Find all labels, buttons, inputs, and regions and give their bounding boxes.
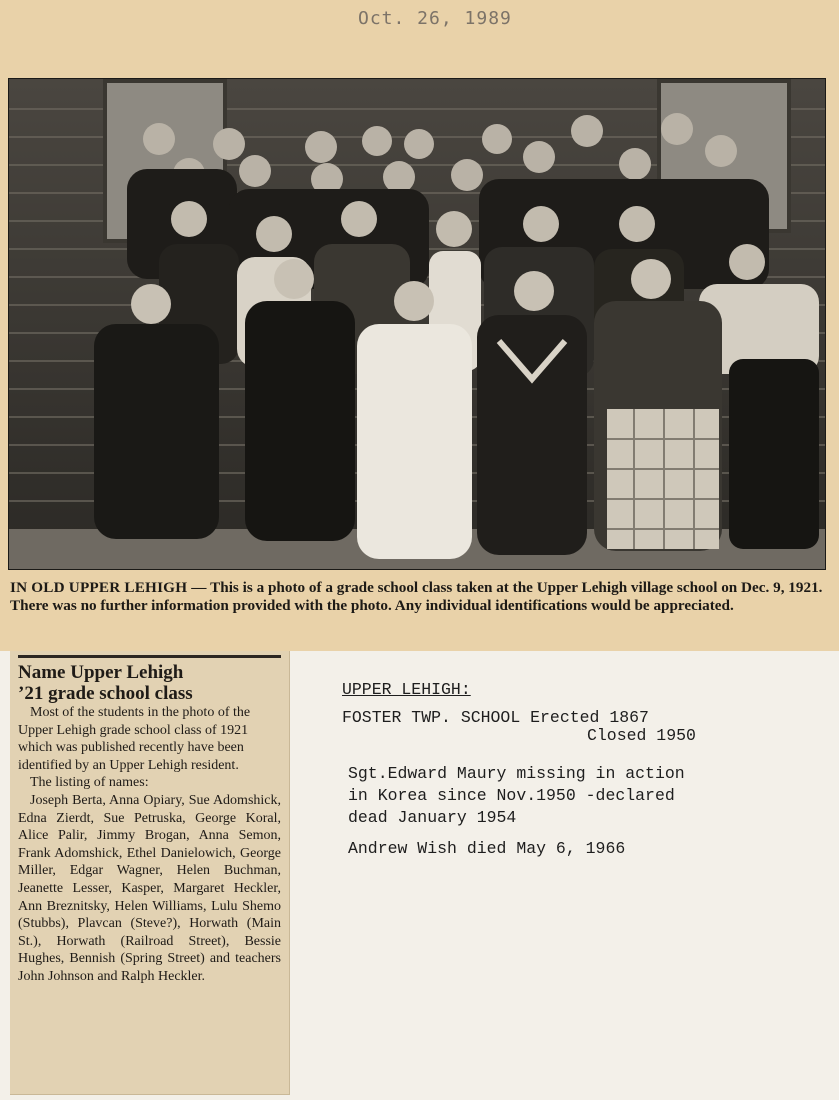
column-headline-2: ’21 grade school class [18, 683, 193, 704]
notes-school-line: FOSTER TWP. SCHOOL Erected 1867 [342, 708, 649, 727]
news-column [10, 651, 290, 1095]
column-paragraph-1: Most of the students in the photo of the Upper Lehigh grade school class of 1921 which was published recently have been identified by an Upper Lehigh resident. [18, 705, 251, 773]
caption-lead: IN OLD UPPER LEHIGH — [10, 579, 207, 596]
notes-wish-line: Andrew Wish died May 6, 1966 [348, 839, 626, 858]
date-stamp: Oct. 26, 1989 [358, 8, 512, 29]
caption-text: This is a photo of a grade school class taken at the Upper Lehigh village school on Dec. 9, 1921. There was no further information provided with the photo. Any individual identifications would be appreciated. [10, 579, 823, 614]
class-photo-icon [9, 79, 825, 569]
notes-heading: UPPER LEHIGH: [342, 680, 471, 699]
column-headline-1: Name Upper Lehigh [18, 662, 184, 683]
notes-closed-line: Closed 1950 [587, 726, 696, 745]
notes-sgt-line-2: in Korea since Nov.1950 -declared [348, 786, 675, 805]
column-names-list: Joseph Berta, Anna Opiary, Sue Adomshick, Edna Zierdt, Sue Petruska, George Koral, Alice Palir, Jimmy Brogan, Anna Semon, Frank Adomshick, Ethel Danielowich, George Miller, Edgar Wagner, Helen Buchman, Jeanette Lesser, Kasper, Margaret Heckler, Ann Breznitsky, Helen Williams, Lulu Shemo (Stubbs), Plavcan (Steve?), Horwath (Main St.), Horwath (Railroad Street), Bessie Hughes, Bennish (Spring Street) and teachers John Johnson and Ralph Heckler. [18, 792, 281, 984]
notes-sgt-line-3: dead January 1954 [348, 808, 517, 827]
class-photo [8, 78, 826, 570]
column-rule [18, 655, 281, 658]
column-paragraph-2: The listing of names: [30, 775, 149, 791]
notes-sgt-line-1: Sgt.Edward Maury missing in action [348, 764, 685, 783]
photo-caption [10, 579, 826, 615]
